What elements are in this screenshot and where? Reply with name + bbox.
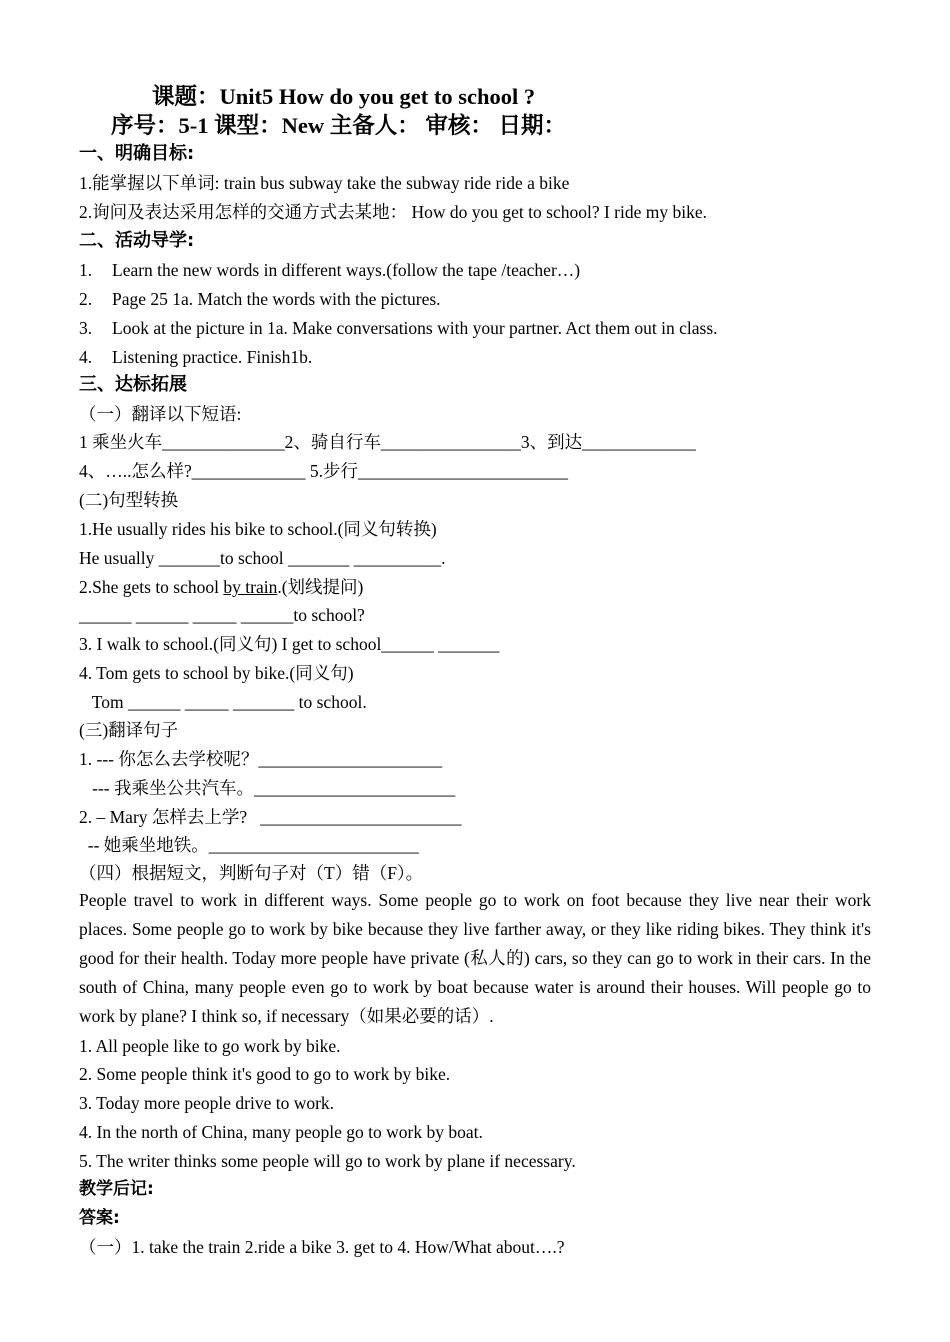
goal-item: 1.能掌握以下单词: train bus subway take the subway ride ride a bike — [79, 173, 570, 193]
activity-item — [79, 346, 312, 368]
true-false-statement: 5. The writer thinks some people will go to work by plane if necessary. — [79, 1151, 576, 1171]
goal-item: 2.询问及表达采用怎样的交通方式去某地： How do you get to school? I ride my bike. — [79, 202, 707, 222]
part2-title: (二)句型转换 — [79, 490, 179, 510]
translation-line: -- 她乘坐地铁。________________________ — [79, 835, 419, 855]
sentence-question: 4. Tom gets to school by bike.(同义句) — [79, 663, 354, 683]
part3-title: (三)翻译句子 — [79, 720, 179, 740]
lesson-info: 序号：5-1 课型：New 主备人： 审核： 日期： — [111, 113, 566, 138]
sentence-answer: ______ ______ _____ ______to school? — [79, 605, 365, 625]
true-false-statement: 3. Today more people drive to work. — [79, 1093, 335, 1113]
translation-line: 1. --- 你怎么去学校呢？_____________________ — [79, 749, 443, 769]
sentence-question: 3. I walk to school.(同义句) I get to school______ _______ — [79, 634, 500, 654]
sentence-answer: Tom ______ _____ _______ to school. — [79, 692, 367, 712]
activity-number: 4. — [79, 347, 93, 367]
lesson-title: 课题：Unit5 How do you get to school ? — [152, 84, 536, 109]
phrase-translation-line: 1 乘坐火车______________2、骑自行车________________3、到达_____________ — [79, 432, 696, 452]
question-text: 2.She gets to school — [79, 577, 224, 597]
activity-text: Learn the new words in different ways.(follow the tape /teacher…) — [112, 260, 581, 280]
question-text: .(划线提问) — [277, 577, 364, 597]
section-practice-heading: 三、达标拓展 — [79, 374, 187, 395]
translation-line: 2. – Mary 怎样去上学? _______________________ — [79, 807, 462, 827]
activity-text: Look at the picture in 1a. Make conversations with your partner. Act them out in class. — [112, 318, 718, 338]
part1-title: （一）翻译以下短语: — [79, 404, 242, 424]
activity-number: 1. — [79, 260, 93, 280]
teaching-notes-label: 教学后记: — [79, 1179, 154, 1199]
activity-item — [79, 288, 441, 310]
activity-item — [79, 317, 718, 339]
activity-text: Page 25 1a. Match the words with the pictures. — [112, 289, 441, 309]
section-goals-heading: 一、明确目标: — [79, 143, 195, 164]
underlined-phrase: by train — [223, 577, 278, 597]
activity-text: Listening practice. Finish1b. — [112, 347, 313, 367]
activity-number: 2. — [79, 289, 93, 309]
translation-line: --- 我乘坐公共汽车。_______________________ — [79, 778, 456, 798]
sentence-question: 1.He usually rides his bike to school.(同义句转换) — [79, 519, 437, 539]
true-false-statement: 2. Some people think it's good to go to work by bike. — [79, 1064, 451, 1084]
part4-title: （四）根据短文，判断句子对（T）错（F）。 — [79, 863, 424, 883]
sentence-question — [79, 576, 363, 598]
phrase-translation-line: 4、…..怎么样?_____________ 5.步行________________________ — [79, 461, 569, 481]
true-false-statement: 1. All people like to go work by bike. — [79, 1036, 341, 1056]
reading-passage: People travel to work in different ways. Some people go to work on foot because they live near their work places. Some people go to work by bike because they live farther away, or they like riding bikes. They think it's good for their health. Today more people have private (私人的) cars, so they can go to work in their cars. In the south of China, many people even go to work by boat because water is around their houses. Will people go to work by plane? I think so, if necessary（如果必要的话）. — [79, 890, 871, 1026]
answers-label: 答案: — [79, 1208, 120, 1228]
true-false-statement: 4. In the north of China, many people go to work by boat. — [79, 1122, 483, 1142]
answer-line: （一）1. take the train 2.ride a bike 3. get to 4. How/What about….? — [79, 1237, 565, 1257]
sentence-answer: He usually _______to school _______ __________. — [79, 548, 446, 568]
section-activities-heading: 二、活动导学: — [79, 230, 195, 251]
activity-number: 3. — [79, 318, 93, 338]
activity-item — [79, 259, 580, 281]
